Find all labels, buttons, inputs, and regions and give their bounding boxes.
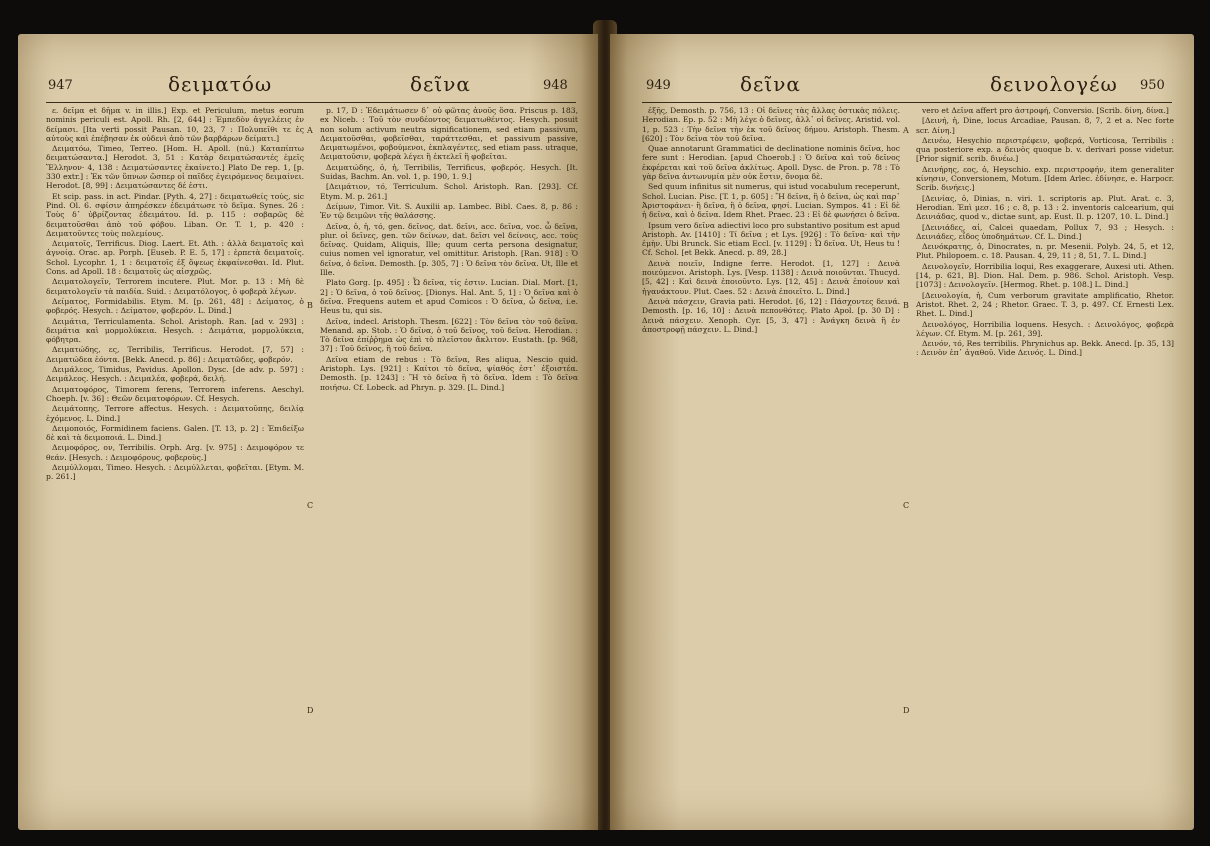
dictionary-entry: Δεινολόγος, Horribilia loquens. Hesych. : Δεινολόγος, φοβερὰ λέγων. Cf. Etym. M. [p. 261, 39]. [916,319,1174,338]
dictionary-entry: Δεινολογεῖν, Horribilia loqui, Res exaggerare, Auxesi uti. Athen. [14, p. 621, B]. Dion. Hal. Dem. p. 986. Schol. Aristoph. Vesp. [1073] : Δεινολογεῖν. [Hermog. Rhet. p. 108.] L. Dind.] [916,261,1174,290]
dictionary-entry: Plato Gorg. [p. 495] : Ὦ δεῖνα, τίς ἐστιν. Lucian. Dial. Mort. [1, 2] : Ὁ δεῖνα, ὁ τοῦ δεῖνος. [Dionys. Hal. Ant. 5, 1] : Ὁ δεῖνα καὶ ὁ δεῖνα. Frequens autem et apud Comicos : Ὁ δεῖνα, ὦ δεῖνα, i.e. Heus tu, qui sis. [320,278,578,316]
page-number-947: 947 [48,78,73,93]
open-book [18,20,1194,830]
dictionary-entry: [Δεινιάδες, αἱ, Calcei quaedam, Pollux 7, 93 ; Hesych. : Δεινιάδες, εἶδος ὑποδημάτων. Cf. L. Dind.] [916,222,1174,241]
dictionary-entry: Δεινέω, Hesychio περιστρέφειν, φοβερά, Vorticosa, Terribilis : qua posteriore exp. a δεινὸς quoque b. v. derivari posse videtur. [Prior signif. scrib. δινέω.] [916,135,1174,164]
header-rule [46,102,576,103]
margin-letters-right [903,106,913,806]
margin-letter-b: B [307,301,313,310]
dictionary-entry: Δεῖνα, indecl. Aristoph. Thesm. [622] : Τὸν δεῖνα τὸν τοῦ δεῖνα. Menand. ap. Stob. : Ὁ δεῖνα, ὁ τοῦ δεῖνος, τοῦ δεῖνα. Herodian. : Τὸ δεῖνα ἐπίῤῥημα ὡς ἐπὶ τὸ πλεῖστον ἄκλιτον. Eustath. [p. 968, 37] : Τοῦ δεῖνος, ἢ τοῦ δεῖνα. [320,316,578,354]
dictionary-entry: Δεινήρης, εος, ὁ, Heyschiο. exp. περιστροφήν, item generaliter κίνησιν, Conversionem, Motum. [Idem Arlec. ἐδίνησε, e. Harpocr. Scrib. δινήεις.] [916,164,1174,193]
text-column-4 [916,106,1174,818]
headword-left: δειματόω [168,72,273,96]
dictionary-entry: ἐξῆς, Demosth. p. 756, 13 : Οἱ δεῖνες τὰς ἄλλας ὁστικὰς πόλεις. Herodian. Ep. p. 52 : Μὴ λέγε ὁ δεῖνες, ἀλλ᾽ οἱ δεῖνες. Aristid. vol. 1, p. 523 : Τὴν δεῖνα τὴν ἐκ τοῦ δεῖνος δήμου. Aristoph. Thesm. [620] : Τὸν δεῖνα τὸν τοῦ δεῖνα. [642,106,900,143]
dictionary-entry: Δειματολογεῖν, Terrorem incutere. Plut. Mor. p. 13 : Μὴ δὲ δειματολογεῖν τὰ παιδία. Suid. : Δειματόλογος, ὁ φοβερὰ λέγων. [46,277,304,296]
left-page [18,34,598,830]
page-number-950: 950 [1140,78,1165,93]
dictionary-entry: Δεινόκρατης, ὁ, Dinocrates, n. pr. Mesenii. Polyb. 24, 5, et 12, Plut. Philopoem. c. 18. Pausan. 4, 29, 11 ; 8, 51, 7. L. Dind.] [916,242,1174,261]
dictionary-entry: Δειμοφόρος, ον, Terribilis. Orph. Arg. [v. 975] : Δειμοφόρον τε θεάν. [Hesych. : Δειμοφόρους, φοβεροὺς.] [46,443,304,462]
text-column-3 [642,106,900,818]
dictionary-entry: Δεῖνα, ὁ, ἡ, τό, gen. δεῖνος, dat. δεῖνι, acc. δεῖνα, voc. ὦ δεῖνα, plur. οἱ δεῖνες, gen. τῶν δείνων, dat. δεῖσι vel δείνοις, acc. τοὺς δεῖνας. Quidam, Aliquis, Ille; quum certa persona designatur, cuius nomen vel ignoratur, vel omittitur. Aristoph. [Ran. 918] : Ὁ δεῖνα, ὁ δεῖνα. Demosth. [p. 305, 7] : Ὁ δεῖνα τὸν δεῖνα. Ut, Ille et Ille. [320,221,578,278]
dictionary-entry: [Δεινή, ἡ, Dine, locus Arcadiae, Pausan. 8, 7, 2 et a. Nec forte scr. Δίνη.] [916,116,1174,135]
dictionary-entry: vero et Δεῖνα affert pro ἀστροφή, Conversio. [Scrib. δίνη, δίνα.] [922,106,1169,115]
dictionary-entry: [Δεινολογία, ἡ, Cum verborum gravitate amplificatio, Rhetor. Aristot. Rhet. 2, 24 ; Rhetor. Graec. T. 3, p. 497. Cf. Ernesti Lex. Rhet. L. Dind.] [916,290,1174,319]
right-page-header [610,72,1194,102]
headword-right: δεῖνα [410,72,471,96]
dictionary-entry: Δειμάτοπης, Terrore affectus. Hesych. : Δειματοῦπης, δειλίᾳ ἐχόμενος. L. Dind.] [46,404,304,423]
margin-letter-a: A [307,126,313,135]
margin-letters-left [307,106,317,806]
dictionary-entry: Δειμύλλομαι, Timeo. Hesych. : Δειμύλλεται, φοβεῖται. [Etym. M. p. 261.] [46,462,304,482]
margin-letter-b: B [903,301,909,310]
dictionary-entry: Δεῖνα etiam de rebus : Τὸ δεῖνα, Res aliqua, Nescio quid. Aristoph. Lys. [921] : Καίτοι τὸ δεῖνα, ψίαθός ἐστ᾽ ἐξοιστέα. Demosth. [p. 1243] : Ἢ τὸ δεῖνα ἢ τὸ δεῖνα. Idem : Τὸ δεῖνα ποιήσω. Cf. Lobeck. ad Phryn. p. 329. [L. Dind.] [320,354,578,392]
header-rule [642,102,1172,103]
dictionary-entry: Δειματώδης, ες, Terribilis, Terrificus. Herodot. [7, 57] : Δειματώδεα ἐόντα. [Bekk. Anecd. p. 86] : Δειματῶδες, φοβερόν. [46,345,304,364]
dictionary-entry: Δειμοποιός, Formidinem faciens. Galen. [T. 13, p. 2] : Ἐπιδείξω δὲ καὶ τὰ δειμοποιά. L. Dind.] [46,423,304,443]
dictionary-entry: [Δεινίας, ὁ, Dinias, n. viri. 1. scriptoris ap. Plut. Arat. c. 3, Herodian. Ἐπὶ μεσ. 16 ; c. 8, p. 13 : 2. inventoris calcearium, qui Δεινιάδας, quod v., dictae sunt, ap. Eust. Il. p. 1207, 10. L. Dind.] [916,193,1174,222]
text-column-1 [46,106,304,818]
dictionary-entry: ε. δεῖμα et δῆμα v. in illis.] Exp. et Periculum, metus eorum nominis periculi est. Apoll. Rh. [2, 644] : Ἐμπεδὸν ἀγγελέεις ἐν δείμασι. [Ita verti possit Pausan. 10, 23, 7 : Πολυπεῖθι τε ἐς αὐτοὺς καὶ ἐπέβησαν ἐκ οὐδενὶ ἀπὸ τῶν βαρβάρων δείματι.] [46,106,304,143]
dictionary-entry: Sed quum infinitus sit numerus, qui istud vocabulum receperunt, Schol. Lucian. Pisc. [T. 1, p. 605] : Ἢ δεῖνα, ἢ ὁ δεῖνα, ὡς καὶ παρ᾽ Ἀριστοφάνει· ἢ δεῖνα, ἢ ὁ δεῖνα, φησί. Lucian. Sympos. 41 : Εἰ δὲ ἡ δεῖνα, καὶ ὁ δεῖνα. Idem Rhet. Praec. 23 : Εἰ δὲ φωνήσει ὁ δεῖνα. [642,182,900,220]
headword-right: δεινολογέω [990,72,1118,96]
right-page [610,34,1194,830]
text-column-2 [320,106,578,818]
dictionary-entry: Δεινὰ ποιεῖν, Indigne ferre. Herodot. [1, 127] : Δεινὰ ποιεύμενοι. Aristoph. Lys. [Vesp. 1138] : Δεινὰ ποιοῦνται. Thucyd. [5, 42] : Καὶ δεινὰ ἐποιοῦντο. Lys. [12, 45] : Δεινὰ ἐποίουν καὶ ἠγανάκτουν. Plut. Caes. 52 : Δεινὰ ἐποιεῖτο. L. Dind.] [642,258,900,296]
dictionary-entry: Δειματοφόρος, Timorem ferens, Terrorem inferens. Aeschyl. Choeph. [v. 36] : Θεῶν δειματοφόρων. Cf. Hesych. [46,384,304,403]
dictionary-entry: [Δειμάτιον, τό, Terriculum. Schol. Aristoph. Ran. [293]. Cf. Etym. M. p. 261.] [320,182,578,201]
dictionary-entry: Δείματος, Formidabilis. Etym. M. [p. 261, 48] : Δείματος, ὁ φοβερός. Hesych. : Δείματον, φοβερόν. L. Dind.] [46,296,304,316]
dictionary-entry: Δειμάτια, Terriculamenta. Schol. Aristoph. Ran. [ad v. 293] : δειμάτια καὶ μορμολύκεια. Hesych. : Δειμάτια, μορμολύκεια, φόβητρα. [46,316,304,345]
margin-letter-d: D [903,706,910,715]
dictionary-entry: Et scip. pass. in act. Pindar. [Pyth. 4, 27] : δειματωθείς τούς, sic Pind. Ol. 6. σφίσιν ἀπηρέσκεν ἐδειμάτωσε τὸ δεῖμα. Synes. 26 : Τοὺς δ᾽ ὑβρίζοντας ἐδειμάτου. Id. p. 115 : σοβαρῶς δὲ δειματοῦσθαι ἀπὸ τοῦ φόβου. Liban. Or. T. 1, p. 420 : Δειματοῦντες τοὺς πολεμίους. [46,191,304,238]
margin-letter-c: C [307,501,314,510]
dictionary-entry: Δεινόν, τό, Res terribilis. Phrynichus ap. Bekk. Anecd. [p. 35, 13] : Δεινὸν ἐπ᾽ ἀγαθοῦ. Vide Δεινός. L. Dind.] [916,339,1174,358]
left-page-header [18,72,598,102]
margin-letter-d: D [307,706,314,715]
dictionary-entry: Δειματόω, Timeo, Terreo. [Hom. H. Apoll. (nú.) Καταπίπτω δειματώσαντα.] Herodot. 3, 51 : Κατὰρ δειματώσαντές ἐμεῖς Ἕλληνον· 4, 138 : Δειματώσαντες ἐκαίνετο.] Plato De rep. 1, [p. 330 extr.] : Ἐκ τῶν ὕπνων ὥσπερ οἱ παῖδες ἐγειρόμενος δειμαίνει. Herodot. [8, 99] : Δειματώσαντες δέ ἐστι. [46,144,304,191]
headword-left: δεῖνα [740,72,801,96]
margin-letter-a: A [903,126,909,135]
page-number-948: 948 [543,78,568,93]
dictionary-entry: Δειματώδης, ὁ, ἡ, Terribilis, Terrificus, φοβερός. Hesych. [It. Suidas, Bachm. An. vol. 1, p. 190, 1. 9.] [320,162,578,182]
page-number-949: 949 [646,78,671,93]
dictionary-entry: p. 17, D : Ἐδειμάτωσεν δ᾽ οὐ φῶτας ἀνοῦς ὅσα. Priscus p. 183, ex Niceb. : Τοῦ τὸν συνδέοντος δειματωθέντος. Hesych. posuit non solum activum neutra significationem, sed etiam passivum, Δειματοῦσθαι, φοβεῖσθαι, ταράττεσθαι, et passivum passive, Δειματωμένοι, φοβούμενοι, ἐκπλαγέντες, sed etiam pass. utraque, Δειματοῦσιν, φοβερὰ λέγει ἢ ἐκτελεῖ ἢ φοβεῖται. [320,106,578,162]
dictionary-entry: Quae annotarunt Grammatici de declinatione nominis δεῖνα, hoc fere sunt : Herodian. [apud Choerob.] : Ὁ δεῖνα καὶ τοῦ δεῖνος ἐκφέρεται καὶ τοῦ δεῖνα ἀκλίτως. Apoll. Dysc. de Pron. p. 78 : Τὸ γὰρ δεῖνα ἀντωνυμία μὲν οὐκ ἔστιν, ὄνομα δὲ. [642,144,900,182]
dictionary-entry: Δειμάλεος, Timidus, Pavidus. Apollon. Dysc. [de adv. p. 597] : Δειμάλεος. Hesych. : Δειμαλέα, φοβερά, δειλή. [46,365,304,384]
margin-letter-c: C [903,501,910,510]
dictionary-entry: Δείμων, Timor. Vit. S. Auxilii ap. Lambec. Bibl. Caes. 8, p. 86 : Ἐν τῷ δειμῶνι τῆς θαλάσσης. [320,201,578,221]
dictionary-entry: Ipsum vero δεῖνα adiectivi loco pro substantivo positum est apud Aristoph. Av. [1410] : Τί δεῖνα ; et Lys. [926] : Τὸ δεῖνα· καὶ τὴν ἐμὴν. Ubi Brunck. Sic etiam Eccl. [v. 1129] : Ὦ δεῖνα. Ut, Heus tu ! Cf. Schol. [et Bekk. Anecd. p. 89, 28.] [642,220,900,258]
dictionary-entry: Δεινὰ πάσχειν, Gravia pati. Herodot. [6, 12] : Πάσχοντες δεινά. Demosth. [p. 16, 10] : Δεινὰ πεπονθότες. Plato Apol. [p. 30 D] : Δεινὰ πάσχειν. Xenoph. Cyr. [5, 3, 47] : Ἀνάγκη δεινὰ ἢ ἐν ἀποστροφῇ πάσχειν. L. Dind.] [642,296,900,334]
dictionary-entry: Δειματοῖς, Terrificus. Diog. Laert. Et. Ath. : ἀλλὰ δειματοῖς καὶ ἀγνοίᾳ. Orac. ap. Porph. [Euseb. P. E. 5, 17] : ἐρπετὰ δειματοῖς. Schol. Lycophr. 1, 1 : δειματοῖς ἐξ ὄψεως ἐκφαίνεσθαι. Id. Plut. Cons. ad Apoll. 18 : δειματοῖς ὡς αἰσχρῶς. [46,239,304,277]
